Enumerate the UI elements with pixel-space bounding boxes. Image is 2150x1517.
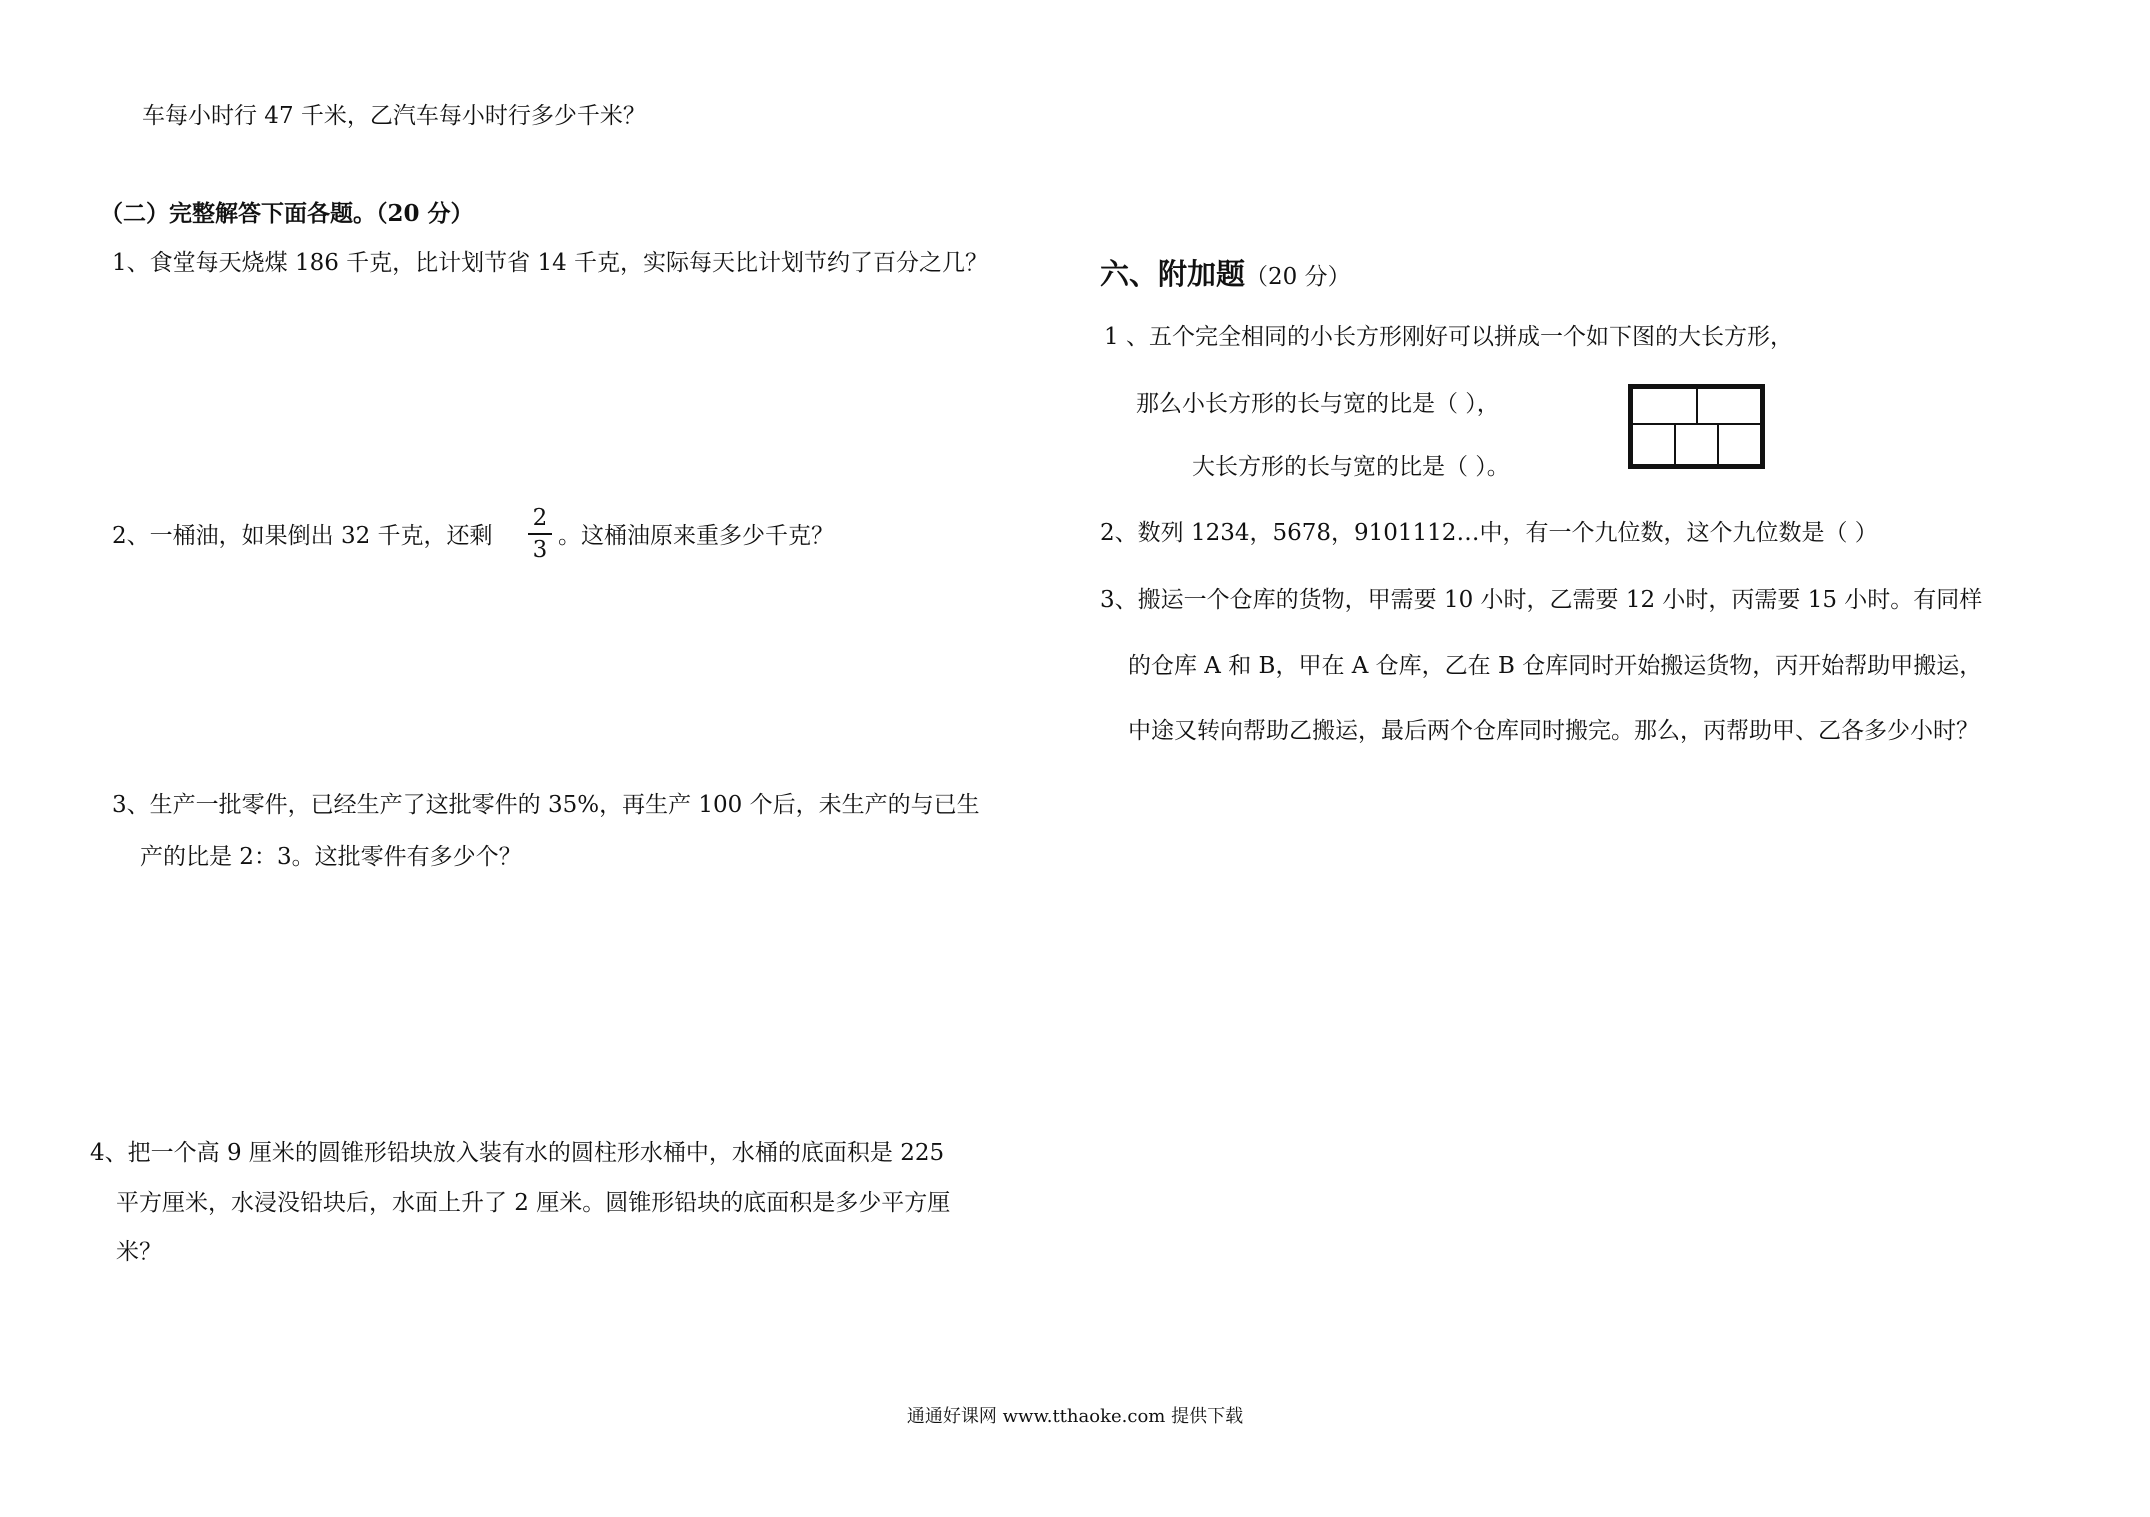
question-3-line2: 产的比是 2：3。这批零件有多少个？ bbox=[140, 844, 522, 870]
bonus-question-3-line2: 的仓库 A 和 B，甲在 A 仓库，乙在 B 仓库同时开始搬运货物，丙开始帮助甲搬运， bbox=[1128, 653, 1983, 679]
page-footer: 通通好课网 www.tthaoke.com 提供下载 bbox=[906, 1406, 1244, 1427]
section-6-points: （20 分） bbox=[1245, 264, 1351, 290]
small-rectangle bbox=[1631, 387, 1698, 425]
question-4-line1: 4、把一个高 9 厘米的圆锥形铅块放入装有水的圆柱形水桶中，水桶的底面积是 225 bbox=[90, 1140, 945, 1166]
small-rectangle bbox=[1696, 387, 1762, 425]
fraction-denominator: 3 bbox=[532, 537, 548, 563]
question-2-part1: 2、一桶油，如果倒出 32 千克，还剩 bbox=[112, 523, 493, 549]
section-6-label: 六、附加题 bbox=[1100, 257, 1246, 291]
small-rectangle bbox=[1674, 423, 1719, 466]
bonus-question-3-line3: 中途又转向帮助乙搬运，最后两个仓库同时搬完。那么，丙帮助甲、乙各多少小时？ bbox=[1128, 718, 1979, 744]
question-4-line3: 米？ bbox=[116, 1239, 162, 1265]
carry-over-line: 车每小时行 47 千米，乙汽车每小时行多少千米？ bbox=[142, 103, 646, 129]
bonus-question-1-line1: 1 、五个完全相同的小长方形刚好可以拼成一个如下图的大长方形， bbox=[1104, 324, 1793, 350]
section-6-title bbox=[1100, 256, 1351, 295]
rectangle-diagram bbox=[1628, 384, 1765, 469]
bonus-question-2: 2、数列 1234，5678，9101112…中，有一个九位数，这个九位数是（ ） bbox=[1100, 520, 1878, 546]
bonus-question-3-line1: 3、搬运一个仓库的货物，甲需要 10 小时，乙需要 12 小时，丙需要 15 小时。有同样 bbox=[1100, 587, 1983, 613]
question-2-part2: 。这桶油原来重多少千克？ bbox=[558, 523, 834, 549]
question-4-line2: 平方厘米，水浸没铅块后，水面上升了 2 厘米。圆锥形铅块的底面积是多少平方厘 bbox=[116, 1190, 951, 1216]
bonus-question-1-line2: 那么小长方形的长与宽的比是（ ）， bbox=[1136, 391, 1500, 417]
section-2-title: （二）完整解答下面各题。（20 分） bbox=[100, 200, 474, 227]
question-1: 1、食堂每天烧煤 186 千克，比计划节省 14 千克，实际每天比计划节约了百分之几？ bbox=[112, 250, 989, 276]
fraction-two-thirds bbox=[528, 505, 552, 563]
fraction-numerator: 2 bbox=[528, 505, 552, 535]
small-rectangle bbox=[1717, 423, 1762, 466]
bonus-question-1-line3: 大长方形的长与宽的比是（ ）。 bbox=[1192, 454, 1510, 480]
small-rectangle bbox=[1631, 423, 1676, 466]
question-3-line1: 3、生产一批零件，已经生产了这批零件的 35%，再生产 100 个后，未生产的与已生 bbox=[112, 792, 980, 818]
